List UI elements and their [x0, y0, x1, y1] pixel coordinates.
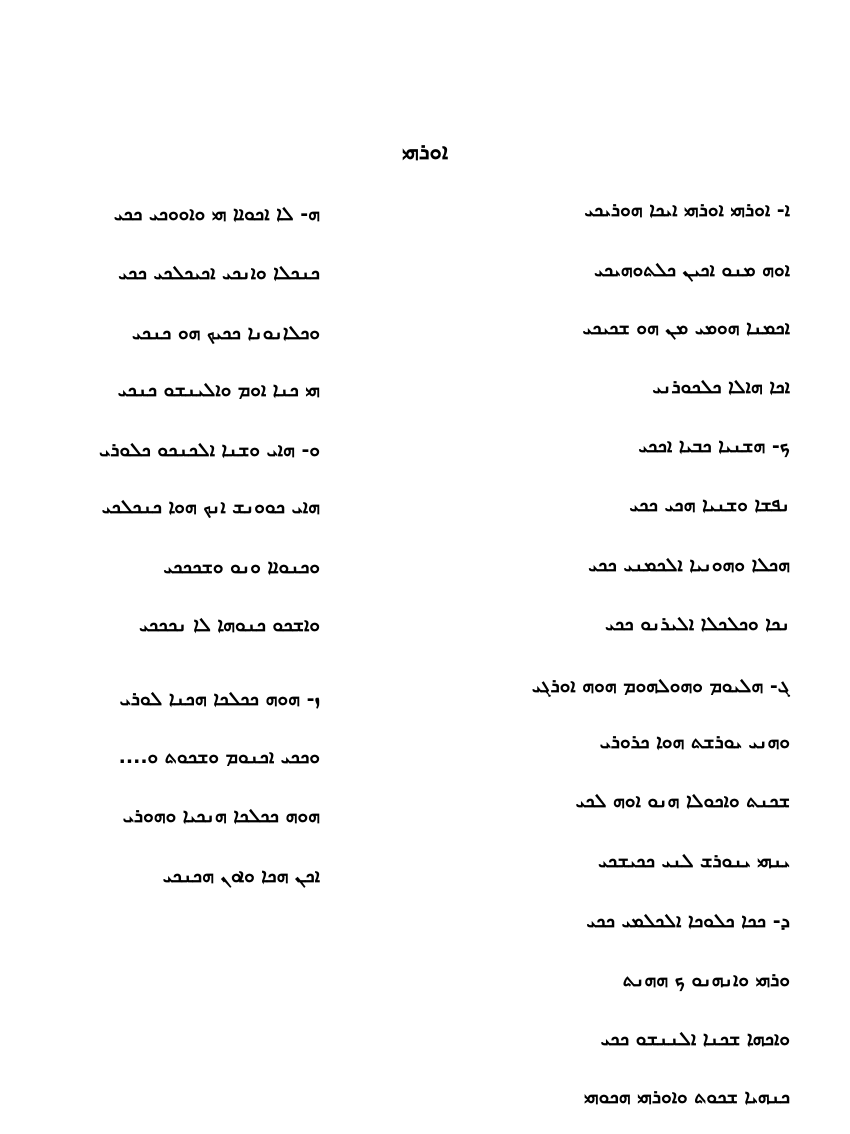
verse-line: ܗܟܠܐ ܘܗܘܢܝܐ ܐܠܟܡܢܝ ܟܟܝ	[588, 554, 790, 576]
verse-line: ܗ- ܠܐ ܐܟܘܐܐ ܗܝ ܘܐܘܘܟܝ ܟܟܝ	[113, 203, 320, 225]
verse-line: ܘܪܗܝ ܘܐܢܗܢܘ ܟ ܗܗܢܬ	[622, 969, 790, 991]
verse-line: ܘܐܟܗܐ ܫܟܢܐ ܐܠܢܢܫܘ ܟܟܝ	[600, 1028, 790, 1050]
verse-line: ܐ- ܐܘܪܗܝ ܐܘܪܗܝ ܐܝܟܐ ܗܘܪܝܟܝ	[584, 199, 790, 221]
verse-line: ܙ- ܗܘܗ ܟܟܠܟܐ ܗܟܢܐ ܠܘܪܝ	[119, 688, 320, 710]
verse-line: ܘܐܫܟܘ ܟܢܘܗܐ ܠܐ ܢܟܟܟܝ	[139, 614, 320, 636]
verse-line: ܓ- ܗܠܝܘܡ ܘܗܘܠܗܘܡ ܗܘܗ ܐܘܪܓܝ	[531, 675, 790, 697]
verse-line: ܝܢܗܝ ܝܢܘܪܫ ܠܢܝ ܟܟܝܫܟܝ	[598, 850, 790, 872]
verse-line: ܘܟܢܘܐܐ ܘܢܘ ܘܫܟܟܟܝ	[163, 556, 320, 578]
verse-line: ܐܘܗ ܡܢܘ ܐܟܝܢ ܟܠܬܘܗܝܟܝ	[594, 259, 790, 281]
verse-line: ܕ- ܟܟܐ ܟܠܘܟܐ ܐܠܟܠܡܝ ܟܟܝ	[586, 910, 790, 932]
poem-title: ܐܘܪܗܝ	[401, 140, 449, 165]
verse-line: ܘ- ܗܐܝ ܘܫܢܐ ܐܠܟܢܟܘ ܟܠܘܪܝ	[99, 439, 320, 461]
verse-line: ܘܟܟܝ ܐܟܢܘܡ ܘܫܟܘܬ ܘ....	[118, 746, 320, 768]
verse-line: ܫܟܢܬ ܘܐܟܘܠܐ ܗܢܘ ܐܘܗ ܠܟܝ	[575, 790, 790, 812]
verse-line: ܢܦܫܐ ܘܫܢܝܐ ܗܟܝ ܟܟܝ	[629, 494, 790, 516]
verse-line: ܐܟܢ ܗܟܐ ܘܐܘܢ ܗܟܢܟܝ	[162, 865, 320, 887]
verse-line: ܗܘܗ ܟܟܠܟܐ ܗܢܟܝܐ ܘܗܘܪܝ	[122, 805, 320, 827]
verse-line: ܟܢܟܠܐ ܘܐܢܟܝ ܐܟܝܟܠܟܝ ܟܟܝ	[118, 262, 320, 284]
verse-line: ܘܗܢܝ ܝܘܪܫܬ ܗܘܐ ܟܪܘܪܝ	[599, 731, 790, 753]
verse-line: ܐܟܐ ܗܐܠܐ ܟܠܟܘܪܢܝ	[652, 376, 790, 398]
verse-line: ܗܝ ܟܢܐ ܐܘܡ ܘܐܠܝܢܫܘ ܟܢܟܝ	[117, 379, 320, 401]
verse-line: ܟ- ܗܫܢܝܐ ܟܒܝܐ ܐܟܟܝ	[638, 435, 790, 457]
verse-line: ܢܟܐ ܘܟܠܟܠܐ ܐܠܝܪܢܘ ܟܟܝ	[605, 613, 790, 635]
verse-line: ܘܟܠܐܢܘܢܐ ܟܟܝܟ ܗܘ ܟܢܟܝ	[132, 322, 320, 344]
verse-line: ܗܐܝ ܟܘܘܢܫ ܐܢܟ ܗܘܐ ܟܢܟܠܟܝ	[101, 496, 320, 518]
verse-line: ܐܟܡܢܐ ܗܘܡܝ ܡܢ ܗܘ ܫܟܝܟܝ	[582, 317, 790, 339]
verse-line: ܟܢܗܝܐ ܫܟܘܬ ܘܐܘܪܗܝ ܗܟܘܗܝ	[584, 1086, 790, 1108]
